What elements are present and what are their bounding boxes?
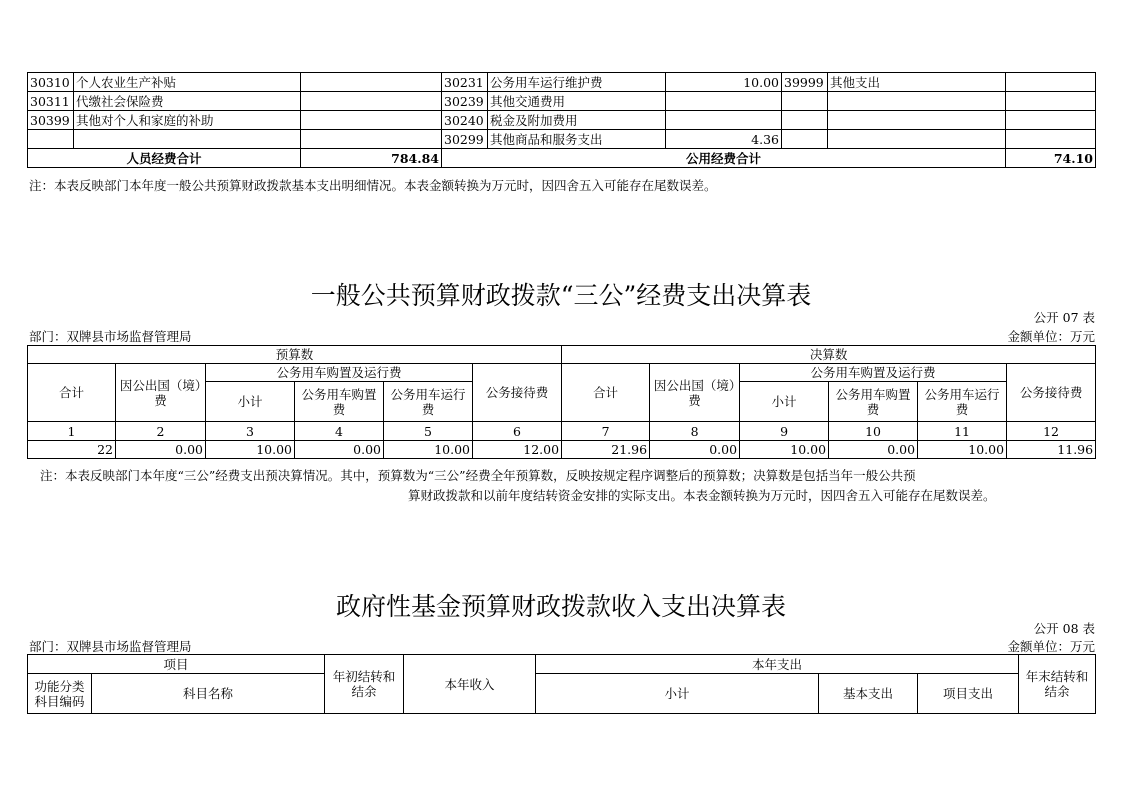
header-car-final: 公务用车购置及运行费 — [740, 364, 1007, 382]
cell-v2: 10.00 — [666, 73, 782, 92]
cell-n2: 其他交通费用 — [488, 92, 666, 111]
table-row — [28, 111, 1096, 130]
cell-n3 — [828, 92, 1006, 111]
cell-c2: 30239 — [442, 92, 488, 111]
header-reception-final: 公务接待费 — [1007, 364, 1096, 422]
title-table-07: 一般公共预算财政拨款“三公”经费支出决算表 — [310, 281, 812, 310]
cell-v2: 4.36 — [666, 130, 782, 149]
cell-c2: 30299 — [442, 130, 488, 149]
table-row — [28, 92, 1096, 111]
header-expense-subtotal: 小计 — [536, 674, 819, 714]
cell-n3 — [828, 111, 1006, 130]
cell-c3 — [782, 130, 828, 149]
header-begin-balance: 年初结转和结余 — [325, 655, 404, 714]
cell-n2: 公务用车运行维护费 — [488, 73, 666, 92]
column-number: 1 — [28, 422, 116, 441]
unit-label-07: 金额单位：万元 — [1007, 329, 1095, 344]
value-cell: 0.00 — [650, 441, 740, 459]
header-abroad-final: 因公出国（境）费 — [650, 364, 740, 422]
cell-c3: 39999 — [782, 73, 828, 92]
column-number-row — [28, 422, 1096, 441]
three-public-expense-table — [27, 345, 1096, 459]
cell-v2 — [666, 111, 782, 130]
gov-fund-table — [27, 654, 1096, 714]
header-car-budget: 公务用车购置及运行费 — [206, 364, 473, 382]
cell-n1: 其他对个人和家庭的补助 — [74, 111, 301, 130]
total-personnel-value: 784.84 — [301, 149, 442, 168]
header-expense: 本年支出 — [536, 655, 1019, 674]
value-cell: 22 — [28, 441, 116, 459]
cell-v2 — [666, 92, 782, 111]
dept-label-07: 部门：双牌县市场监督管理局 — [29, 329, 192, 344]
header-subtotal-final: 小计 — [740, 382, 829, 422]
table-code-08: 公开 08 表 — [1033, 621, 1095, 636]
total-row — [28, 149, 1096, 168]
table-row — [28, 73, 1096, 92]
unit-label-08: 金额单位：万元 — [1007, 639, 1095, 654]
header-function-code: 功能分类科目编码 — [28, 674, 92, 714]
cell-c3 — [782, 111, 828, 130]
total-personnel-label: 人员经费合计 — [28, 149, 301, 168]
total-public-value: 74.10 — [1006, 149, 1096, 168]
cell-v3 — [1006, 111, 1096, 130]
value-cell: 11.96 — [1007, 441, 1096, 459]
cell-v1 — [301, 130, 442, 149]
value-cell: 21.96 — [562, 441, 650, 459]
table-code-07: 公开 07 表 — [1033, 310, 1095, 325]
cell-n1: 个人农业生产补贴 — [74, 73, 301, 92]
column-number: 5 — [384, 422, 473, 441]
cell-c2: 30240 — [442, 111, 488, 130]
cell-v1 — [301, 111, 442, 130]
column-number: 3 — [206, 422, 295, 441]
header-basic-expense: 基本支出 — [819, 674, 918, 714]
header-end-balance: 年末结转和结余 — [1019, 655, 1096, 714]
column-number: 8 — [650, 422, 740, 441]
value-cell: 12.00 — [473, 441, 562, 459]
basic-expenditure-table — [27, 72, 1096, 168]
cell-c3 — [782, 92, 828, 111]
cell-n1: 代缴社会保险费 — [74, 92, 301, 111]
note-basic-expenditure: 注：本表反映部门本年度一般公共预算财政拨款基本支出明细情况。本表金额转换为万元时，因四舍五入可能存在尾数误差。 — [29, 178, 717, 193]
cell-v3 — [1006, 130, 1096, 149]
title-table-08: 政府性基金预算财政拨款收入支出决算表 — [335, 592, 786, 621]
value-cell: 10.00 — [384, 441, 473, 459]
header-car-run-final: 公务用车运行费 — [918, 382, 1007, 422]
note-three-public-l2: 算财政拨款和以前年度结转资金安排的实际支出。本表金额转换为万元时，因四舍五入可能存在尾数误差。 — [408, 488, 996, 503]
cell-c2: 30231 — [442, 73, 488, 92]
header-final: 决算数 — [562, 346, 1096, 364]
header-total-final: 合计 — [562, 364, 650, 422]
cell-n3: 其他支出 — [828, 73, 1006, 92]
header-total-budget: 合计 — [28, 364, 116, 422]
header-car-purchase-final: 公务用车购置费 — [829, 382, 918, 422]
column-number: 2 — [116, 422, 206, 441]
note-three-public-l1: 注：本表反映部门本年度“三公”经费支出预决算情况。其中，预算数为“三公”经费全年预算数，反映按规定程序调整后的预算数；决算数是包括当年一般公共预 — [40, 468, 916, 483]
header-income: 本年收入 — [404, 655, 536, 714]
header-project-expense: 项目支出 — [918, 674, 1019, 714]
table-row — [28, 130, 1096, 149]
column-number: 12 — [1007, 422, 1096, 441]
header-abroad-budget: 因公出国（境）费 — [116, 364, 206, 422]
dept-label-08: 部门：双牌县市场监督管理局 — [29, 639, 192, 654]
column-number: 4 — [295, 422, 384, 441]
cell-n3 — [828, 130, 1006, 149]
cell-n2: 税金及附加费用 — [488, 111, 666, 130]
total-public-label: 公用经费合计 — [442, 149, 1006, 168]
header-car-purchase-budget: 公务用车购置费 — [295, 382, 384, 422]
header-subtotal-budget: 小计 — [206, 382, 295, 422]
header-item: 项目 — [28, 655, 325, 674]
header-car-run-budget: 公务用车运行费 — [384, 382, 473, 422]
column-number: 11 — [918, 422, 1007, 441]
cell-v1 — [301, 92, 442, 111]
column-number: 7 — [562, 422, 650, 441]
column-number: 9 — [740, 422, 829, 441]
cell-c1: 30399 — [28, 111, 74, 130]
value-cell: 0.00 — [829, 441, 918, 459]
cell-v3 — [1006, 73, 1096, 92]
value-cell: 10.00 — [206, 441, 295, 459]
cell-v3 — [1006, 92, 1096, 111]
header-budget: 预算数 — [28, 346, 562, 364]
cell-c1 — [28, 130, 74, 149]
value-cell: 0.00 — [295, 441, 384, 459]
value-cell: 10.00 — [740, 441, 829, 459]
cell-n2: 其他商品和服务支出 — [488, 130, 666, 149]
value-cell: 10.00 — [918, 441, 1007, 459]
column-number: 10 — [829, 422, 918, 441]
header-reception-budget: 公务接待费 — [473, 364, 562, 422]
value-row — [28, 441, 1096, 459]
cell-c1: 30310 — [28, 73, 74, 92]
cell-c1: 30311 — [28, 92, 74, 111]
column-number: 6 — [473, 422, 562, 441]
cell-n1 — [74, 130, 301, 149]
value-cell: 0.00 — [116, 441, 206, 459]
cell-v1 — [301, 73, 442, 92]
header-subject-name: 科目名称 — [92, 674, 325, 714]
